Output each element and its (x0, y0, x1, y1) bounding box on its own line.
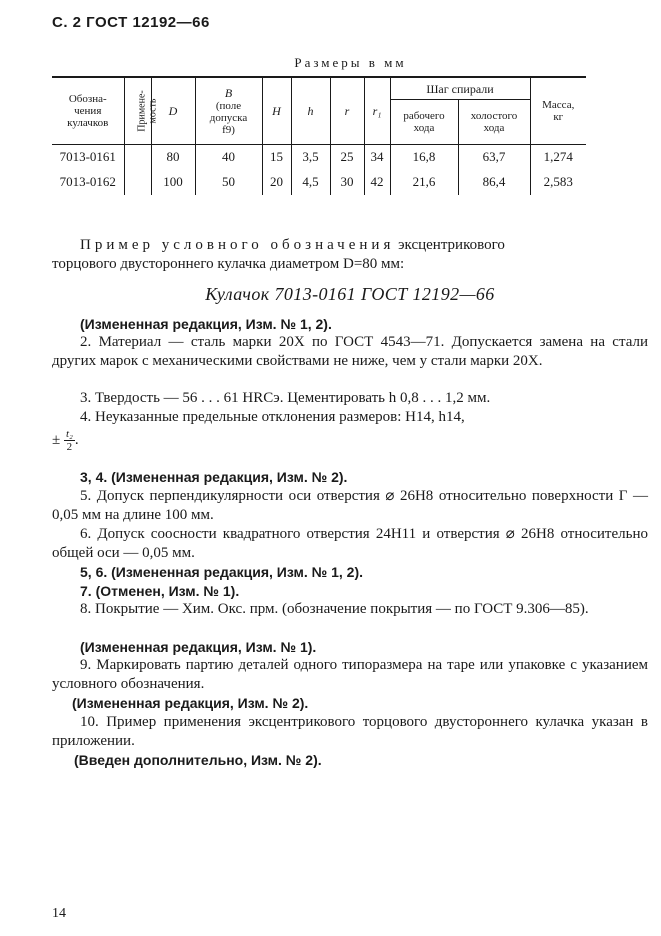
header-B-symbol: B (224, 85, 233, 100)
cell-h: 3,5 (291, 145, 330, 170)
header-r (330, 77, 364, 145)
note-p13: (Измененная редакция, Изм. № 2). (72, 695, 309, 711)
note-p9: 7. (Отменен, Изм. № 1). (80, 583, 240, 599)
header-applicability (124, 77, 159, 145)
cell-mass: 1,274 (530, 145, 586, 170)
note-p15: (Введен дополнительно, Изм. № 2). (74, 752, 322, 768)
cell-r1: 42 (364, 169, 390, 195)
cell-B: 40 (195, 145, 262, 170)
cell-D: 100 (151, 169, 195, 195)
cell-D: 80 (151, 145, 195, 170)
fraction-numerator: t₂ (65, 428, 73, 440)
units-caption: Размеры в мм (294, 55, 407, 70)
cell-idle: 86,4 (458, 169, 530, 195)
plus-minus-sign: ± (52, 431, 61, 448)
header-h-label: h (307, 103, 314, 118)
cell-B: 50 (195, 169, 262, 195)
header-B (195, 77, 262, 145)
cell-designation: 7013-0161 (52, 145, 124, 170)
note-p2: 2. Материал — сталь марки 20Х по ГОСТ 4543—71. Допускается замена на стали других марок с механическими свойствами не ниже, чем у стали марки 20Х. (52, 334, 648, 369)
header-pitch-working: рабочего хода (390, 100, 458, 145)
header-pitch-idle: холостого хода (458, 100, 530, 145)
table-row (52, 145, 586, 170)
note-p8: 5, 6. (Измененная редакция, Изм. № 1, 2). (80, 564, 363, 580)
cell-r: 25 (330, 145, 364, 170)
note-p11: (Измененная редакция, Изм. № 1). (80, 639, 317, 655)
note-p12: 9. Маркировать партию деталей одного типоразмера на таре или упаковке с указанием условного обозначения. (52, 657, 648, 692)
header-r1 (364, 77, 390, 145)
header-H (262, 77, 291, 145)
example-line2: торцового двустороннего кулачка диаметром D=80 мм: (52, 256, 405, 272)
note-p4: 4. Неуказанные предельные отклонения размеров: H14, h14, (80, 409, 465, 425)
cell-applicability (124, 145, 151, 170)
fraction-denominator: 2 (66, 441, 73, 453)
header-designation: Обозна- чения кулачков (52, 77, 124, 145)
cell-r: 30 (330, 169, 364, 195)
cell-H: 15 (262, 145, 291, 170)
example-formula: Кулачок 7013-0161 ГОСТ 12192—66 (205, 284, 495, 304)
header-mass: Масса, кг (530, 77, 586, 145)
note-p6: 5. Допуск перпендикулярности оси отверстия ⌀ 26H8 относительно поверхности Г — 0,05 мм на длине 100 мм. (52, 488, 648, 523)
tolerance-period: . (74, 431, 79, 448)
header-applicability-label: Примене- мость (136, 90, 159, 132)
dimensions-table (52, 76, 586, 195)
example-intro (52, 236, 648, 255)
tolerance-fraction (64, 428, 75, 453)
note-p3: 3. Твердость — 56 . . . 61 HRCэ. Цементировать h 0,8 . . . 1,2 мм. (80, 390, 491, 406)
example-lead-rest: эксцентрикового (394, 237, 505, 253)
cell-r1: 34 (364, 145, 390, 170)
cell-mass: 2,583 (530, 169, 586, 195)
note-p1: (Измененная редакция, Изм. № 1, 2). (80, 316, 332, 332)
header-h (291, 77, 330, 145)
cell-working: 21,6 (390, 169, 458, 195)
header-H-label: H (272, 103, 281, 118)
note-p4-tolerance (52, 428, 648, 462)
cell-H: 20 (262, 169, 291, 195)
table-row (52, 169, 586, 195)
cell-working: 16,8 (390, 145, 458, 170)
cell-applicability (124, 169, 151, 195)
header-r1-label: r₁ (372, 103, 382, 118)
note-p14: 10. Пример применения эксцентрикового торцового двустороннего кулачка указан в приложении. (52, 714, 648, 749)
note-p7: 6. Допуск соосности квадратного отверстия 24H11 и отверстия ⌀ 26H8 относительно общей оси — 0,05 мм. (52, 526, 648, 561)
header-D-label: D (168, 103, 178, 118)
cell-idle: 63,7 (458, 145, 530, 170)
example-lead-spaced: Пример условного обозначения (80, 237, 395, 253)
header-pitch-group: Шаг спирали (390, 77, 530, 100)
cell-designation: 7013-0162 (52, 169, 124, 195)
cell-h: 4,5 (291, 169, 330, 195)
header-B-note: (поле допуска f9) (209, 99, 248, 136)
header-r-label: r (344, 103, 350, 118)
page-header: С. 2 ГОСТ 12192—66 (52, 14, 210, 31)
note-p5: 3, 4. (Измененная редакция, Изм. № 2). (80, 469, 348, 485)
page-number: 14 (52, 906, 66, 921)
note-p10: 8. Покрытие — Хим. Окс. прм. (обозначение покрытия — по ГОСТ 9.306—85). (80, 601, 589, 617)
